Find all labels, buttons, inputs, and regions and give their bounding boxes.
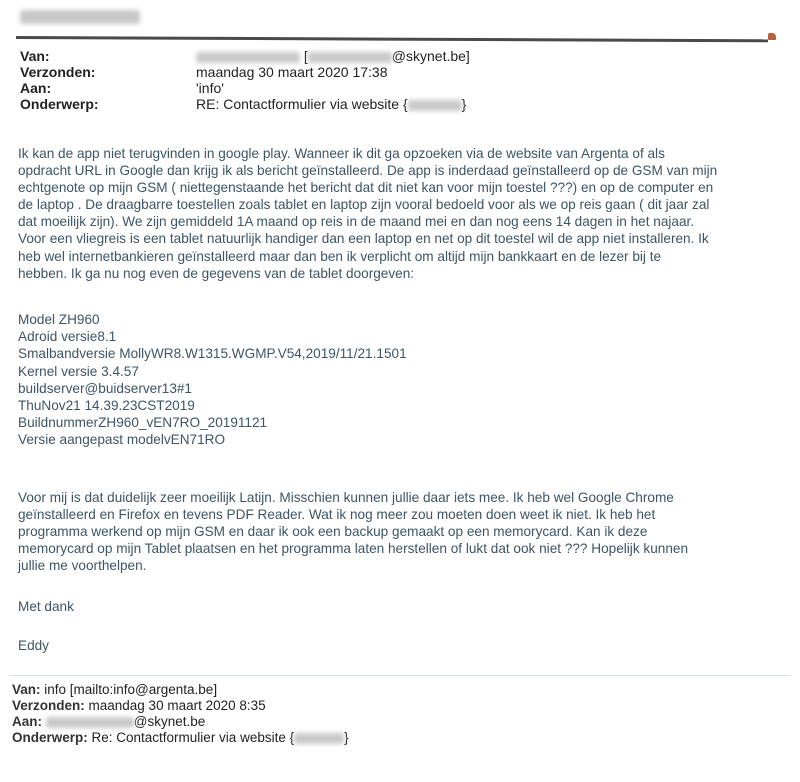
redacted-sender-name	[20, 10, 140, 24]
original-message-header	[20, 48, 470, 112]
redacted-reply-to-email	[46, 717, 134, 728]
reply-from-value: info [mailto:info@argenta.be]	[40, 682, 218, 697]
spec-kernel-version: Kernel versie 3.4.57	[18, 363, 139, 379]
signature: Eddy	[18, 638, 49, 653]
redacted-from-name	[196, 52, 300, 63]
subject-brace-close: }	[461, 96, 467, 112]
reply-subject-brace-close: }	[344, 730, 349, 745]
reply-message-header	[12, 682, 349, 746]
spec-build-date: ThuNov21 14.39.23CST2019	[18, 398, 195, 414]
redacted-reply-ticket-id	[294, 733, 344, 744]
message-body-paragraph-1	[18, 145, 778, 282]
to-label: Aan:	[20, 80, 52, 96]
spec-model: Model ZH960	[18, 312, 100, 327]
reply-sent-label: Verzonden:	[12, 698, 85, 713]
reply-to-label: Aan:	[12, 714, 42, 729]
header-row-sent	[20, 64, 470, 80]
reply-sent-value: maandag 30 maart 2020 8:35	[84, 698, 266, 713]
header-row-from	[20, 48, 470, 64]
reply-subject-text: Re: Contactformulier via website {	[87, 730, 295, 745]
reply-row-to	[12, 714, 349, 730]
redacted-ticket-id	[408, 100, 462, 111]
reply-row-subject	[12, 730, 349, 746]
from-email-domain: @skynet.be]	[391, 48, 470, 64]
closing-line: Met dank	[18, 599, 74, 614]
sent-value: maandag 30 maart 2020 17:38	[196, 64, 388, 80]
spec-android-version: Adroid versie8.1	[18, 329, 117, 345]
header-rule	[16, 36, 768, 42]
reply-to-domain: @skynet.be	[133, 714, 206, 729]
subject-text: RE: Contactformulier via website {	[196, 96, 408, 112]
spec-baseband-version: Smalbandversie MollyWR8.W1315.WGMP.V54,2019/11/21.1501	[18, 346, 407, 362]
header-row-subject	[20, 96, 470, 112]
from-value	[196, 48, 470, 64]
message-body-paragraph-2: Voor mij is dat duidelijk zeer moeilijk Latijn. Misschien kunnen jullie daar iets mee. Ik heb wel Google Chrome geïnstalleerd en Firefox en tevens PDF Reader. Wat ik nog meer zou moeten doen weet ik niet. Ik heb het programma werkend op mijn GSM en daar ik ook een backup gemaakt op een memorycard. Kan ik deze memorycard op mijn Tablet plaatsen en het programma laten herstellen of lukt dat ook niet ??? Hopelijk kunnen jullie me voorthelpen.	[18, 490, 689, 574]
spec-custom-version: Versie aangepast modelvEN71RO	[18, 432, 226, 448]
reply-divider	[10, 675, 790, 676]
redacted-from-email	[308, 52, 392, 63]
reply-from-label: Van:	[12, 682, 41, 697]
subject-label: Onderwerp:	[20, 96, 99, 112]
from-bracket-open: [	[303, 48, 308, 64]
spec-build-server: buildserver@buidserver13#1	[18, 380, 192, 396]
spec-build-number: BuildnummerZH960_vEN7RO_20191121	[18, 415, 268, 431]
rule-end-mark	[768, 33, 776, 40]
tablet-specs-list	[18, 311, 407, 449]
paragraph-text: Ik kan de app niet terugvinden in google play. Wanneer ik dit ga opzoeken via de website van Argenta of als opdracht URL in Google dan krijg ik als bericht geïnstalleerd. De app is inderdaad geïnstalleerd op de GSM van mijn echtgenote op mijn GSM ( niettegenstaande het bericht dat dit niet kan voor mijn toestel ???) en op de computer en de laptop . De draagbarre toestellen zoals tablet en laptop zijn vooral bedoeld voor als we op reis gaan ( dit jaar zal dat moeilijk zijn). We zijn gemiddeld 1A maand op reis in de maand mei en dan nog eens 14 dagen in het najaar. Voor een vliegreis is een tablet natuurlijk handiger dan een laptop en net op dit toestel wil de app niet installeren. Ik heb wel internetbankieren geïnstalleerd maar dan ben ik verplicht om altijd mijn bankkaart en de lezer bij te hebben. Ik ga nu nog even de gegevens van de tablet doorgeven:	[18, 146, 718, 281]
reply-row-sent	[12, 698, 349, 714]
reply-row-from	[12, 682, 349, 698]
subject-value	[196, 96, 466, 112]
sent-label: Verzonden:	[20, 64, 96, 80]
header-row-to	[20, 80, 470, 96]
from-label: Van:	[20, 48, 50, 64]
to-value: 'info'	[196, 80, 224, 96]
reply-subject-label: Onderwerp:	[12, 730, 88, 745]
